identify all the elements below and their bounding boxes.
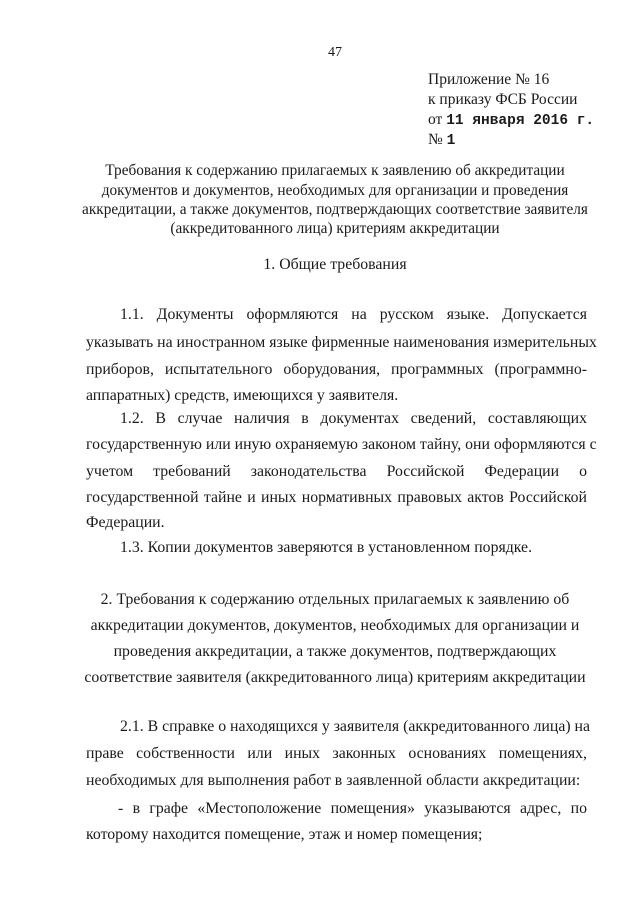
section-2-heading-line-2: аккредитации документов, документов, необходимых для организации и <box>90 617 580 634</box>
para-1-1-line-4: аппаратных) средств, имеющихся у заявителя. <box>86 387 399 404</box>
para-1-2-line-5: Федерации. <box>86 514 165 531</box>
para-2-1-line-1: 2.1. В справке о находящихся у заявителя (аккредитованного лица) на <box>120 718 591 735</box>
para-1-1-line-2: указывать на иностранном языке фирменные наименования измерительных <box>86 334 597 351</box>
para-2-1-line-2: праве собственности или иных законных основаниях помещениях, <box>86 745 587 762</box>
appendix-date <box>428 110 594 131</box>
section-2-heading-line-1: 2. Требования к содержанию отдельных прилагаемых к заявлению об <box>100 591 570 608</box>
section-2-heading-line-4: соответствие заявителя (аккредитованного лица) критериям аккредитации <box>84 669 586 686</box>
para-2-1-line-3: необходимых для выполнения работ в заявленной области аккредитации: <box>86 772 581 789</box>
appendix-date-value: 11 января 2016 г. <box>446 113 595 129</box>
para-1-1-line-1: 1.1. Документы оформляются на русском языке. Допускается <box>120 306 587 323</box>
para-1-3: 1.3. Копии документов заверяются в установленном порядке. <box>120 539 533 556</box>
para-1-2-line-2: государственную или иную охраняемую законом тайну, они оформляются с <box>86 436 597 453</box>
bullet-1-line-2: которому находится помещение, этаж и номер помещения; <box>86 826 483 843</box>
appendix-number-prefix: № <box>428 131 447 148</box>
para-1-2-line-1: 1.2. В случае наличия в документах сведений, составляющих <box>120 410 587 427</box>
para-1-2-line-4: государственной тайне и иных нормативных правовых актов Российской <box>86 489 587 506</box>
appendix-number-value: 1 <box>446 133 456 149</box>
para-1-1-line-3: приборов, испытательного оборудования, программных (программно- <box>86 361 587 378</box>
title-line-1: Требования к содержанию прилагаемых к заявлению об аккредитации <box>105 162 565 179</box>
title-line-3: аккредитации, а также документов, подтверждающих соответствие заявителя <box>82 201 588 218</box>
section-1-heading: 1. Общие требования <box>263 256 407 273</box>
appendix-number <box>428 130 455 151</box>
para-1-2-line-3: учетом требований законодательства Российской Федерации о <box>86 463 587 480</box>
title-line-2: документов и документов, необходимых для организации и проведения <box>101 182 569 199</box>
appendix-date-prefix: от <box>428 111 447 128</box>
appendix-line-2: к приказу ФСБ России <box>428 91 578 108</box>
bullet-1-line-1: - в графе «Местоположение помещения» указываются адрес, по <box>118 800 587 817</box>
page-number: 47 <box>328 45 342 60</box>
title-line-4: (аккредитованного лица) критериям аккредитации <box>170 220 500 237</box>
appendix-line-1: Приложение № 16 <box>428 71 550 88</box>
section-2-heading-line-3: проведения аккредитации, а также документов, подтверждающих <box>113 643 557 660</box>
